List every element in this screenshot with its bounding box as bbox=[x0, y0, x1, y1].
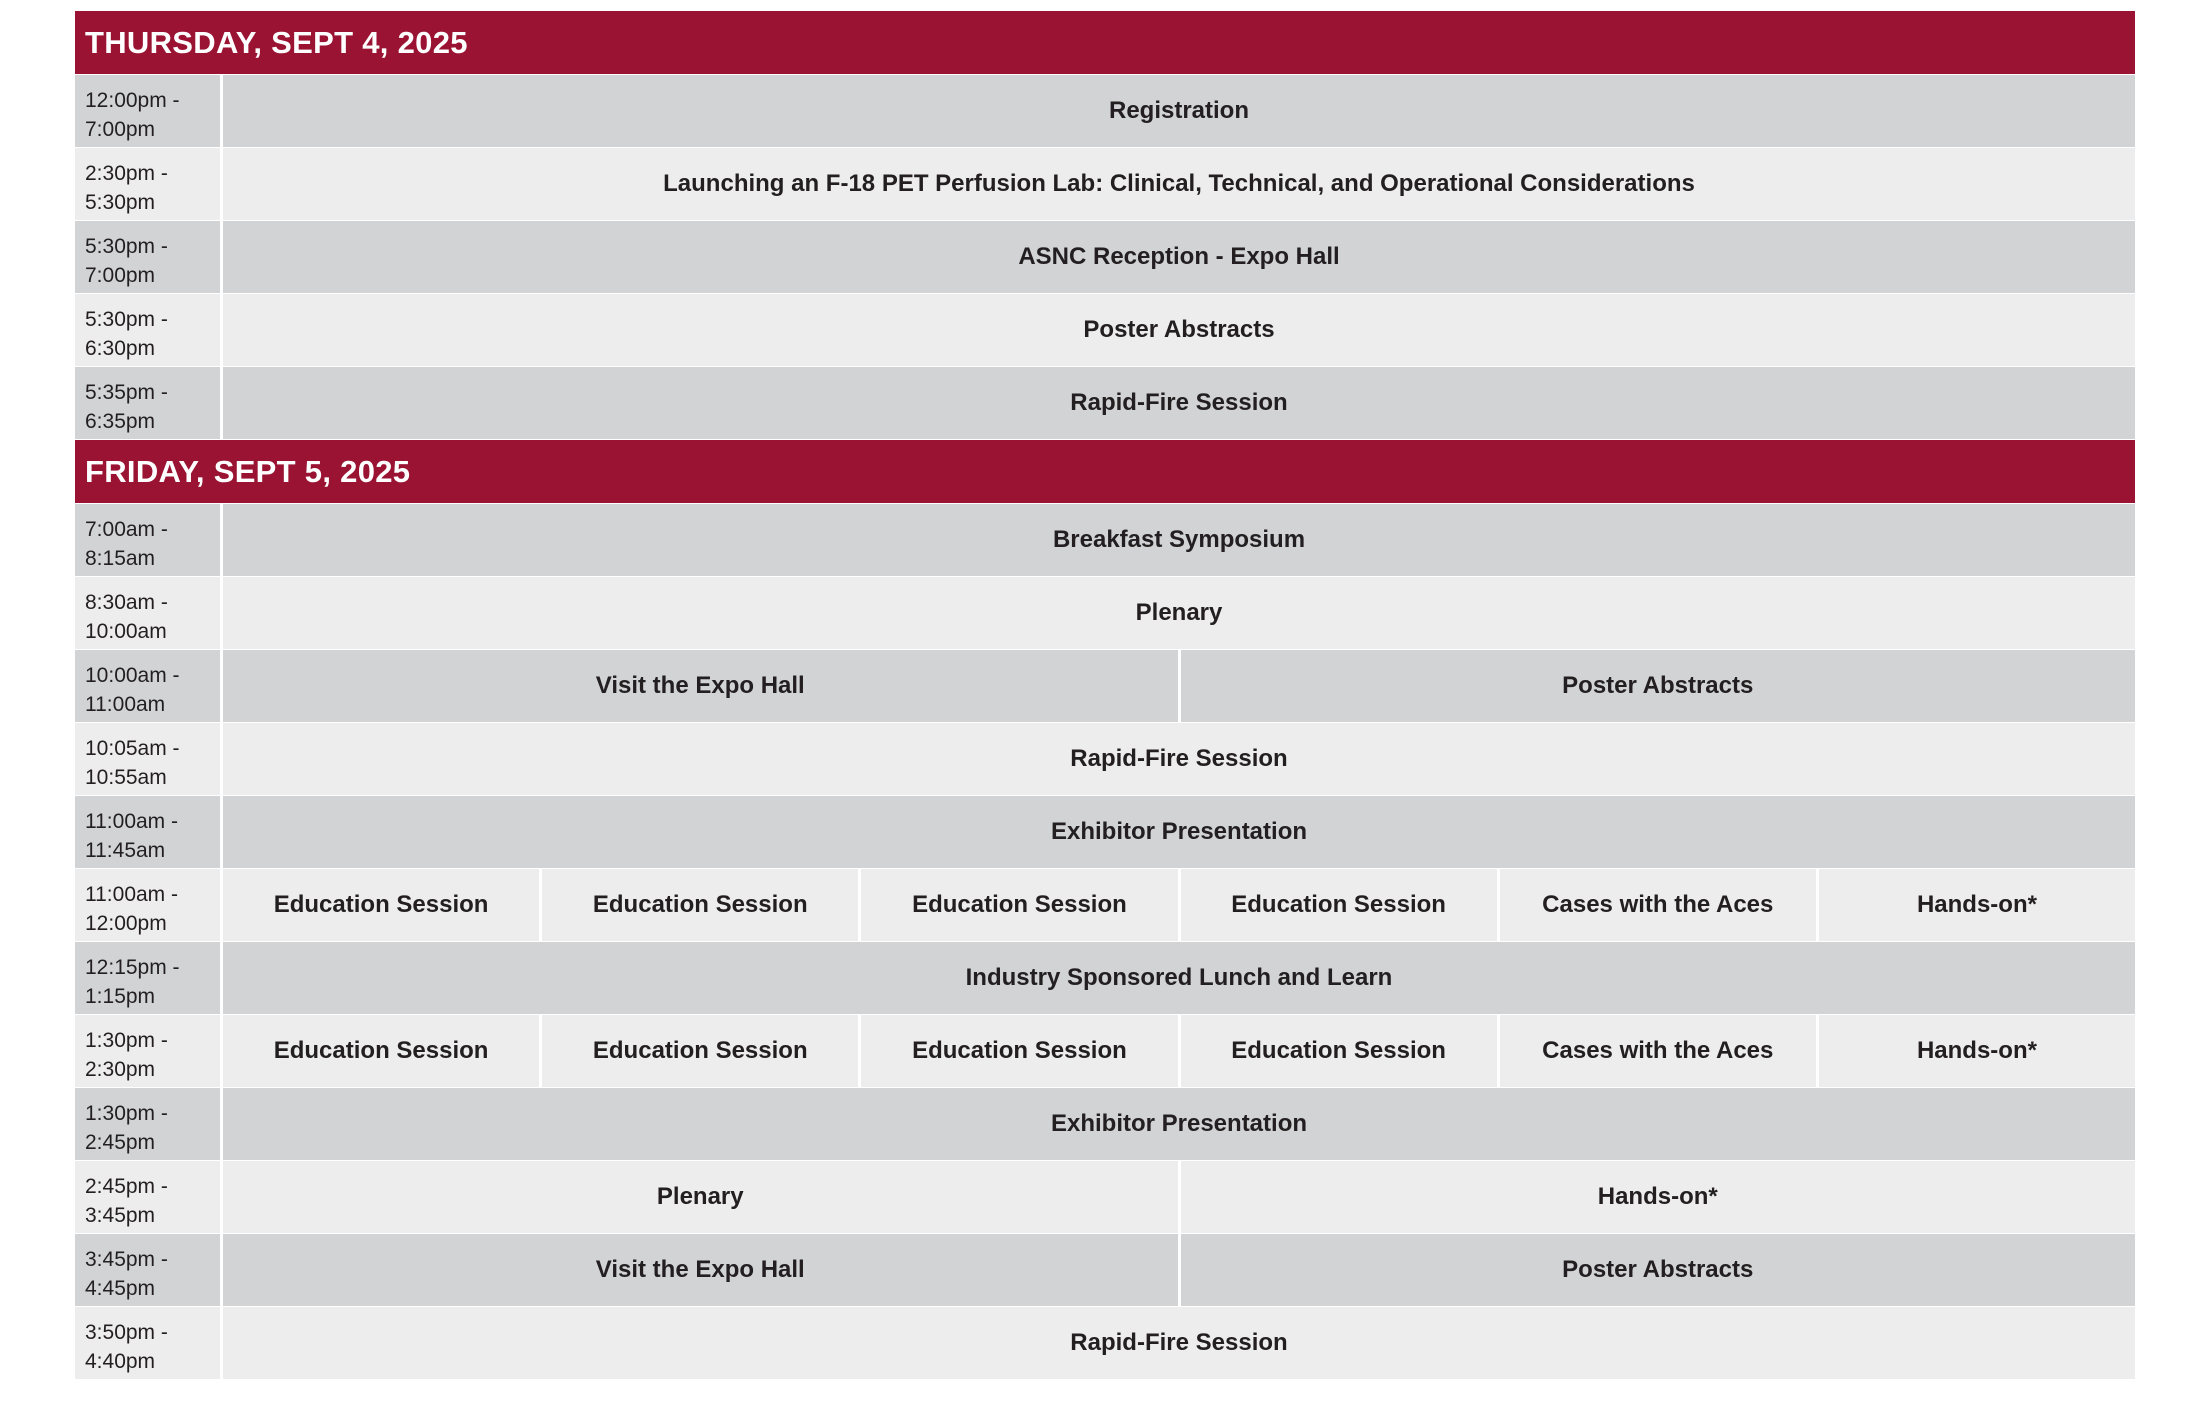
event-cells bbox=[223, 1088, 2135, 1160]
event-cells bbox=[223, 1234, 2135, 1306]
time-start: 5:30pm - bbox=[85, 308, 168, 331]
schedule-row bbox=[75, 1161, 2135, 1233]
event-cell: Education Session bbox=[542, 869, 858, 941]
event-cell: Plenary bbox=[223, 577, 2135, 649]
time-start: 11:00am - bbox=[85, 883, 178, 906]
time-slot bbox=[75, 1015, 220, 1087]
schedule-row bbox=[75, 1015, 2135, 1087]
conference-schedule bbox=[75, 11, 2135, 1380]
time-start: 10:05am - bbox=[85, 737, 180, 760]
time-slot bbox=[75, 942, 220, 1014]
time-start: 11:00am - bbox=[85, 810, 178, 833]
time-slot bbox=[75, 504, 220, 576]
event-cell: Poster Abstracts bbox=[1181, 1234, 2136, 1306]
event-cells bbox=[223, 367, 2135, 439]
time-start: 2:45pm - bbox=[85, 1175, 168, 1198]
event-cells bbox=[223, 796, 2135, 868]
time-slot bbox=[75, 1088, 220, 1160]
time-start: 3:45pm - bbox=[85, 1248, 168, 1271]
event-cells bbox=[223, 1161, 2135, 1233]
time-slot bbox=[75, 650, 220, 722]
time-end: 10:55am bbox=[85, 766, 167, 789]
schedule-row bbox=[75, 221, 2135, 293]
time-end: 11:45am bbox=[85, 839, 166, 862]
schedule-row bbox=[75, 650, 2135, 722]
event-cell: Education Session bbox=[223, 1015, 539, 1087]
time-start: 5:35pm - bbox=[85, 381, 168, 404]
time-end: 2:30pm bbox=[85, 1058, 156, 1081]
schedule-row bbox=[75, 294, 2135, 366]
event-cells bbox=[223, 75, 2135, 147]
time-end: 2:45pm bbox=[85, 1131, 156, 1154]
event-cells bbox=[223, 577, 2135, 649]
schedule-row bbox=[75, 723, 2135, 795]
event-cells bbox=[223, 221, 2135, 293]
time-slot bbox=[75, 796, 220, 868]
day-header: FRIDAY, SEPT 5, 2025 bbox=[75, 440, 2135, 503]
time-slot bbox=[75, 221, 220, 293]
event-cell: Poster Abstracts bbox=[1181, 650, 2136, 722]
event-cells bbox=[223, 1015, 2135, 1087]
event-cells bbox=[223, 504, 2135, 576]
time-end: 11:00am bbox=[85, 693, 166, 716]
time-slot bbox=[75, 294, 220, 366]
event-cell: Visit the Expo Hall bbox=[223, 1234, 1178, 1306]
schedule-row bbox=[75, 796, 2135, 868]
time-start: 3:50pm - bbox=[85, 1321, 168, 1344]
schedule-row bbox=[75, 869, 2135, 941]
time-slot bbox=[75, 577, 220, 649]
time-end: 12:00pm bbox=[85, 912, 167, 935]
event-cells bbox=[223, 650, 2135, 722]
time-end: 5:30pm bbox=[85, 191, 156, 214]
schedule-row bbox=[75, 1307, 2135, 1379]
time-end: 3:45pm bbox=[85, 1204, 156, 1227]
time-start: 8:30am - bbox=[85, 591, 168, 614]
time-end: 8:15am bbox=[85, 547, 156, 570]
time-end: 6:30pm bbox=[85, 337, 156, 360]
time-start: 2:30pm - bbox=[85, 162, 168, 185]
time-end: 10:00am bbox=[85, 620, 167, 643]
time-start: 12:00pm - bbox=[85, 89, 180, 112]
event-cells bbox=[223, 869, 2135, 941]
time-start: 7:00am - bbox=[85, 518, 168, 541]
event-cell: Cases with the Aces bbox=[1500, 869, 1816, 941]
time-end: 7:00pm bbox=[85, 264, 156, 287]
event-cell: Education Session bbox=[861, 869, 1177, 941]
day-section bbox=[75, 11, 2135, 439]
time-slot bbox=[75, 1307, 220, 1379]
time-slot bbox=[75, 869, 220, 941]
event-cell: Hands-on* bbox=[1181, 1161, 2136, 1233]
time-end: 6:35pm bbox=[85, 410, 156, 433]
event-cell: Breakfast Symposium bbox=[223, 504, 2135, 576]
time-slot bbox=[75, 1234, 220, 1306]
day-section bbox=[75, 440, 2135, 1379]
event-cell: Launching an F-18 PET Perfusion Lab: Clinical, Technical, and Operational Considerations bbox=[223, 148, 2135, 220]
event-cell: Poster Abstracts bbox=[223, 294, 2135, 366]
event-cell: Education Session bbox=[542, 1015, 858, 1087]
event-cell: Registration bbox=[223, 75, 2135, 147]
day-header: THURSDAY, SEPT 4, 2025 bbox=[75, 11, 2135, 74]
time-start: 1:30pm - bbox=[85, 1029, 168, 1052]
time-slot bbox=[75, 1161, 220, 1233]
time-start: 5:30pm - bbox=[85, 235, 168, 258]
event-cell: Exhibitor Presentation bbox=[223, 796, 2135, 868]
event-cells bbox=[223, 294, 2135, 366]
event-cells bbox=[223, 942, 2135, 1014]
event-cell: Cases with the Aces bbox=[1500, 1015, 1816, 1087]
event-cell: Hands-on* bbox=[1819, 1015, 2135, 1087]
event-cell: Education Session bbox=[1181, 1015, 1497, 1087]
event-cell: Plenary bbox=[223, 1161, 1178, 1233]
time-end: 4:45pm bbox=[85, 1277, 156, 1300]
event-cell: Education Session bbox=[1181, 869, 1497, 941]
time-slot bbox=[75, 148, 220, 220]
time-end: 4:40pm bbox=[85, 1350, 156, 1373]
event-cells bbox=[223, 723, 2135, 795]
time-slot bbox=[75, 367, 220, 439]
schedule-row bbox=[75, 148, 2135, 220]
event-cell: Rapid-Fire Session bbox=[223, 367, 2135, 439]
event-cell: Education Session bbox=[223, 869, 539, 941]
event-cells bbox=[223, 1307, 2135, 1379]
schedule-row bbox=[75, 1088, 2135, 1160]
schedule-row bbox=[75, 577, 2135, 649]
time-slot bbox=[75, 723, 220, 795]
time-end: 7:00pm bbox=[85, 118, 156, 141]
schedule-row bbox=[75, 1234, 2135, 1306]
event-cell: Industry Sponsored Lunch and Learn bbox=[223, 942, 2135, 1014]
event-cell: Exhibitor Presentation bbox=[223, 1088, 2135, 1160]
time-start: 12:15pm - bbox=[85, 956, 180, 979]
event-cell: Rapid-Fire Session bbox=[223, 1307, 2135, 1379]
event-cell: ASNC Reception - Expo Hall bbox=[223, 221, 2135, 293]
schedule-row bbox=[75, 75, 2135, 147]
event-cells bbox=[223, 148, 2135, 220]
event-cell: Rapid-Fire Session bbox=[223, 723, 2135, 795]
time-start: 10:00am - bbox=[85, 664, 180, 687]
event-cell: Education Session bbox=[861, 1015, 1177, 1087]
event-cell: Visit the Expo Hall bbox=[223, 650, 1178, 722]
schedule-row bbox=[75, 367, 2135, 439]
schedule-row bbox=[75, 504, 2135, 576]
time-slot bbox=[75, 75, 220, 147]
time-start: 1:30pm - bbox=[85, 1102, 168, 1125]
schedule-row bbox=[75, 942, 2135, 1014]
time-end: 1:15pm bbox=[85, 985, 156, 1008]
event-cell: Hands-on* bbox=[1819, 869, 2135, 941]
